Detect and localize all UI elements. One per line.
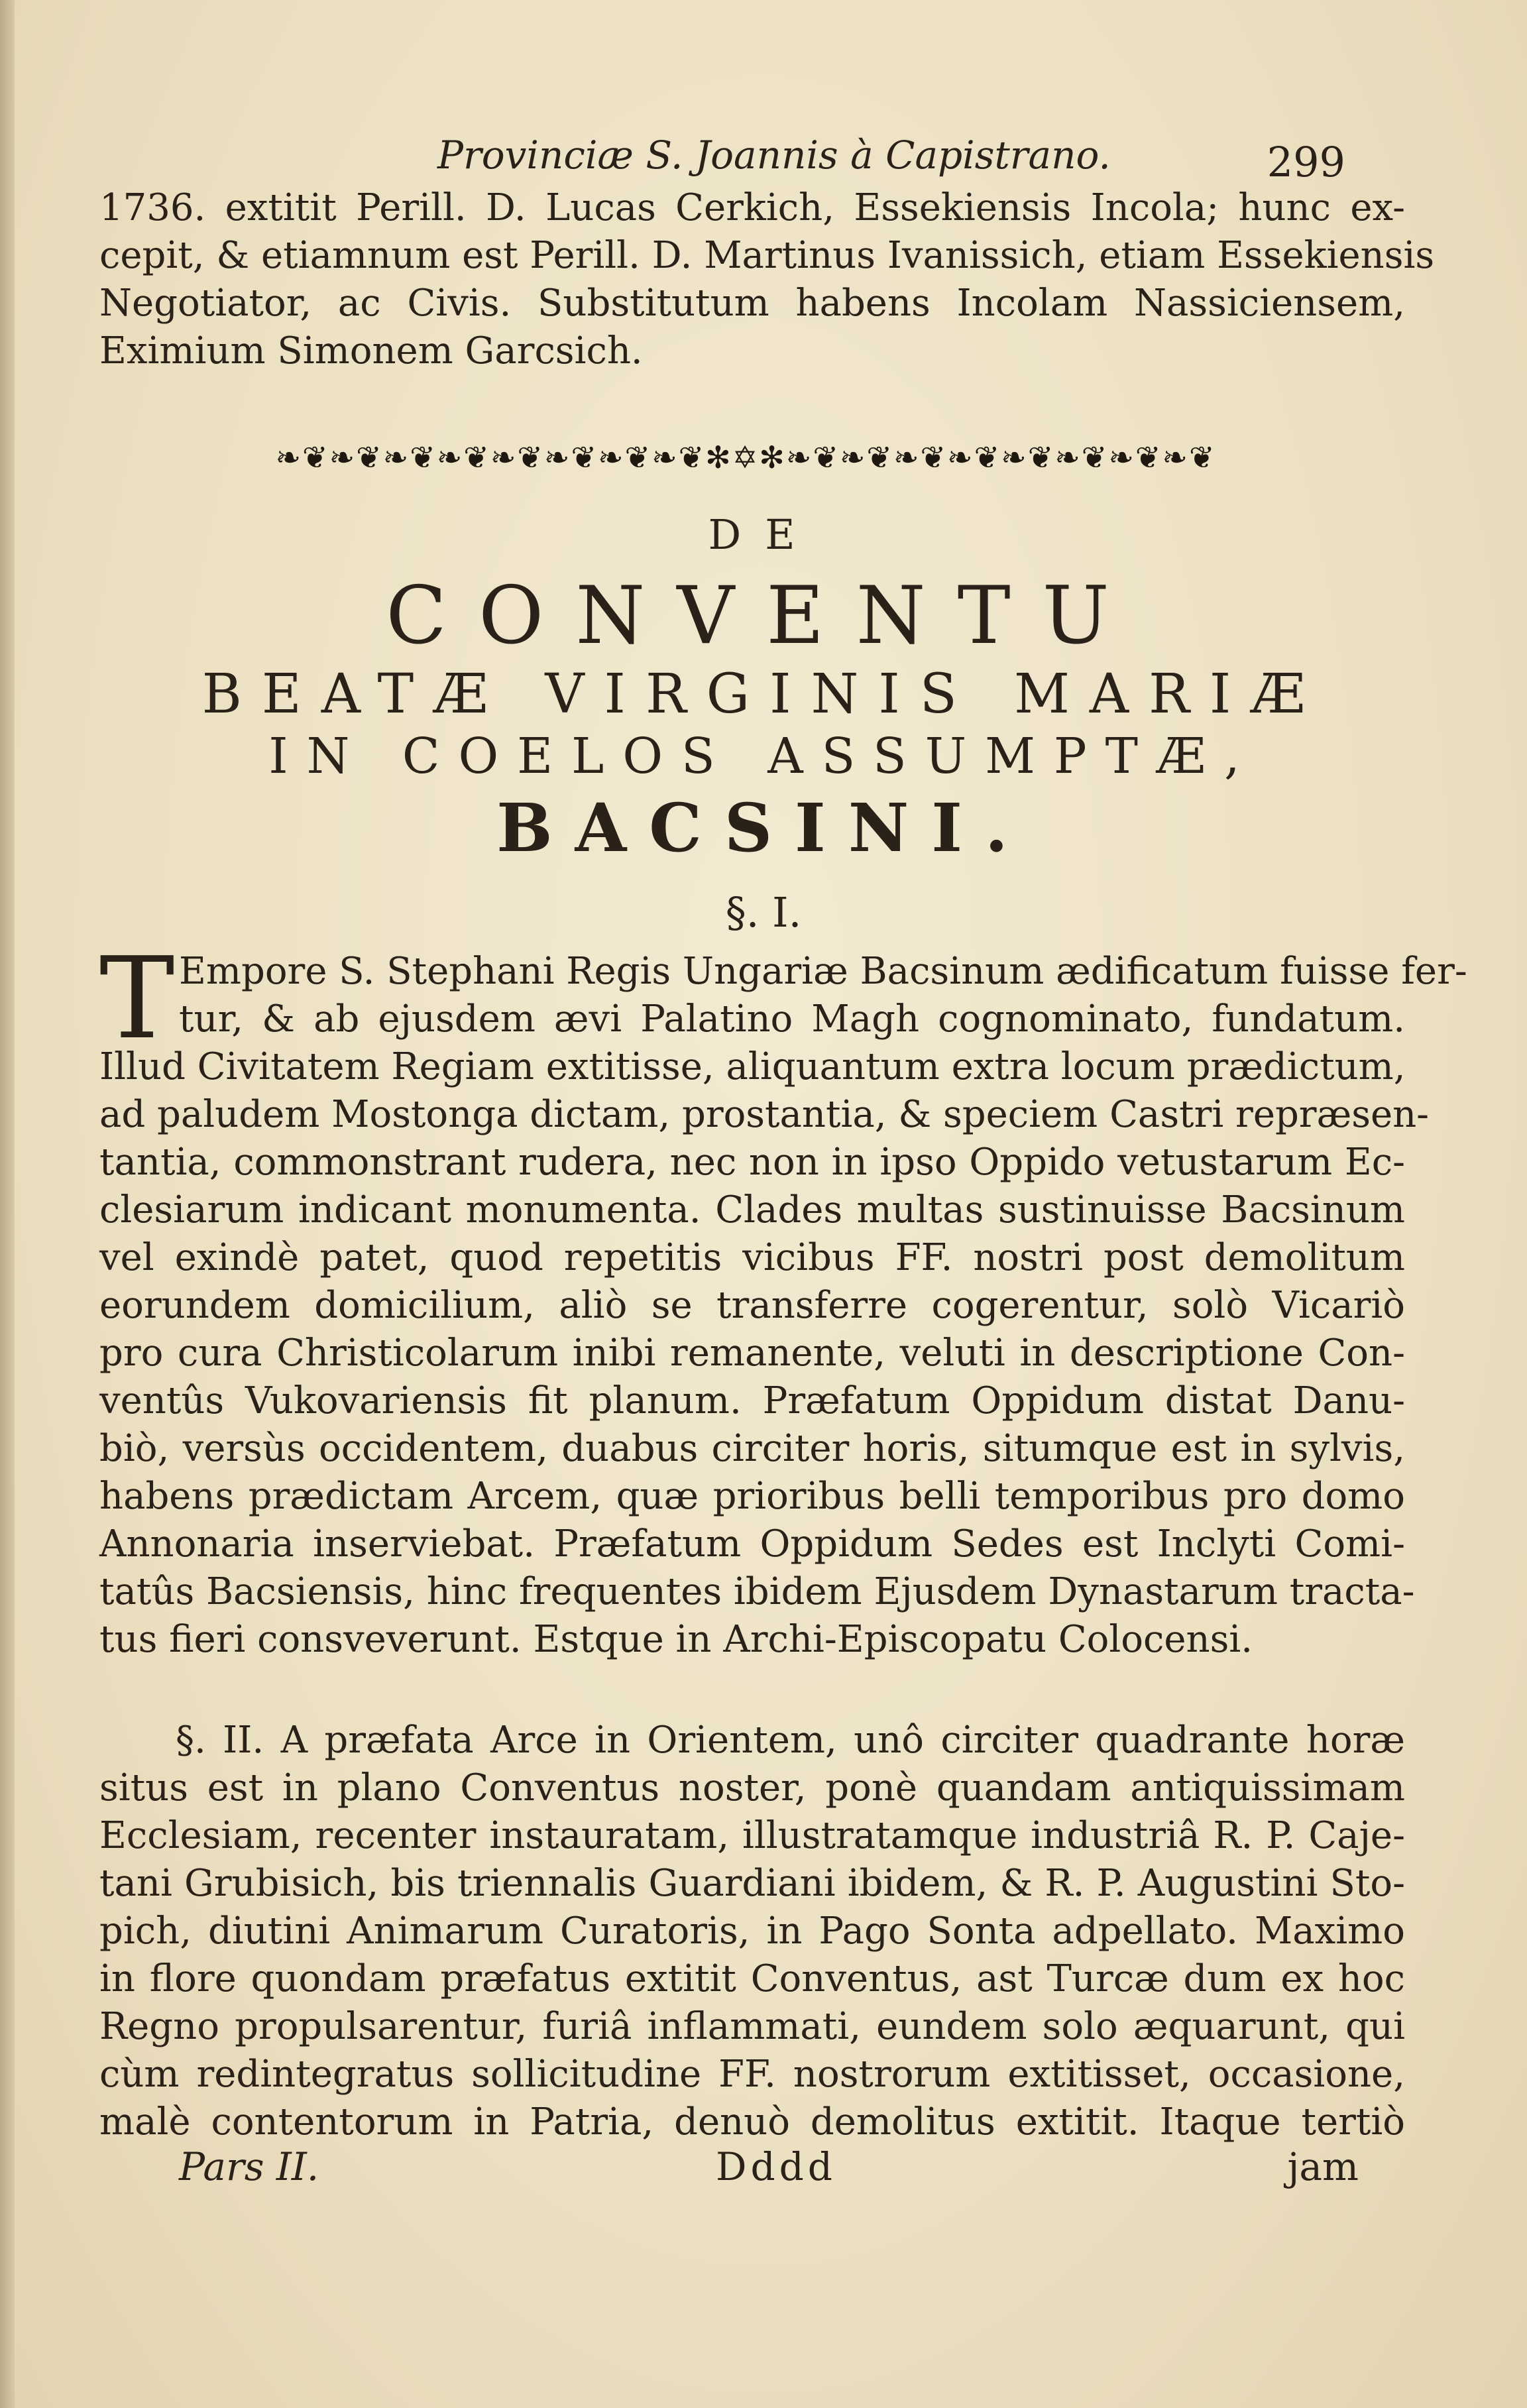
text-line: biò, versùs occidentem, duabus circiter horis, situmque est in sylvis, <box>99 1427 1405 1470</box>
text-line: Eximium Simonem Garcsich. <box>99 329 643 373</box>
section-2-paragraph <box>99 1717 1405 2146</box>
text-line: tantia, commonstrant rudera, nec non in ipso Oppido vetustarum Ec- <box>99 1141 1405 1184</box>
gathering-signature: Dddd <box>716 2144 836 2189</box>
title-subtitle-2: IN COELOS ASSUMPTÆ, <box>268 728 1259 785</box>
text-line: Empore S. Stephani Regis Ungariæ Bacsinum ædificatum fuisse fer- <box>179 950 1467 993</box>
text-line: in flore quondam præfatus extitit Conventus, ast Turcæ dum ex hoc <box>99 1957 1405 2000</box>
text-line: malè contentorum in Patria, denuò demolitus extitit. Itaque tertiò <box>99 2100 1405 2144</box>
running-title: Provinciæ S. Joannis à Capistrano. <box>437 133 1111 178</box>
catchword: jam <box>1287 2144 1359 2189</box>
text-line: pich, diutini Animarum Curatoris, in Pago Sonta adpellato. Maximo <box>99 1910 1405 1953</box>
page-gutter-shadow <box>0 0 15 2408</box>
text-line: Negotiator, ac Civis. Substitutum habens Incolam Nassiciensem, <box>99 282 1405 325</box>
drop-cap: T <box>99 933 175 1064</box>
text-line: Illud Civitatem Regiam extitisse, aliquantum extra locum prædictum, <box>99 1045 1406 1088</box>
title-conventu: CONVENTU <box>386 570 1141 662</box>
title-de: DE <box>708 510 819 559</box>
decorative-ornament-band: ❧❦❧❦❧❦❧❦❧❦❧❦❧❦❧❦✻✡✻❧❦❧❦❧❦❧❦❧❦❧❦❧❦❧❦ <box>275 439 1216 475</box>
text-line: Regno propulsarentur, furiâ inflammati, eundem solo æquarunt, qui <box>99 2005 1405 2048</box>
title-place: BACSINI. <box>496 789 1031 867</box>
text-line: §. II. A præfata Arce in Orientem, unô circiter quadrante horæ <box>176 1719 1405 1762</box>
page-number: 299 <box>1267 138 1345 186</box>
section-1-paragraph <box>99 933 1467 1664</box>
text-line: tur, & ab ejusdem ævi Palatino Magh cognominato, fundatum. <box>179 998 1405 1041</box>
part-signature: Pars II. <box>179 2144 319 2189</box>
text-line: tus fieri consveverunt. Estque in Archi-Episcopatu Colocensi. <box>99 1618 1253 1661</box>
text-line: Annonaria inserviebat. Præfatum Oppidum Sedes est Inclyti Comi- <box>99 1522 1405 1566</box>
intro-paragraph <box>99 184 1435 375</box>
text-line: ventûs Vukovariensis fit planum. Præfatum Oppidum distat Danu- <box>99 1379 1405 1422</box>
text-line: vel exindè patet, quod repetitis vicibus FF. nostri post demolitum <box>99 1236 1405 1279</box>
text-line: pro cura Christicolarum inibi remanente, veluti in descriptione Con- <box>99 1332 1405 1375</box>
text-line: Ecclesiam, recenter instauratam, illustratamque industriâ R. P. Caje- <box>99 1814 1405 1857</box>
text-line: cepit, & etiamnum est Perill. D. Martinus Ivanissich, etiam Essekiensis <box>99 234 1435 277</box>
running-header <box>437 133 1365 186</box>
text-line: cùm redintegratus sollicitudine FF. nostrorum extitisset, occasione, <box>99 2053 1405 2096</box>
text-line: tani Grubisich, bis triennalis Guardiani ibidem, & R. P. Augustini Sto- <box>99 1862 1405 1905</box>
text-line: ad paludem Mostonga dictam, prostantia, & speciem Castri repræsen- <box>99 1093 1430 1136</box>
text-line: clesiarum indicant monumenta. Clades multas sustinuisse Bacsinum <box>99 1188 1405 1232</box>
title-subtitle-1: BEATÆ VIRGINIS MARIÆ <box>201 663 1326 726</box>
text-line: eorundem domicilium, aliò se transferre cogerentur, solò Vicariò <box>99 1284 1405 1327</box>
text-line: 1736. extitit Perill. D. Lucas Cerkich, Essekiensis Incola; hunc ex- <box>99 186 1405 229</box>
text-line: situs est in plano Conventus noster, ponè quandam antiquissimam <box>99 1766 1405 1809</box>
section-heading: §. I. <box>725 888 802 937</box>
text-line: tatûs Bacsiensis, hinc frequentes ibidem Ejusdem Dynastarum tracta- <box>99 1570 1415 1613</box>
text-line: habens prædictam Arcem, quæ prioribus belli temporibus pro domo <box>99 1475 1405 1518</box>
page-footer <box>179 2144 1359 2197</box>
